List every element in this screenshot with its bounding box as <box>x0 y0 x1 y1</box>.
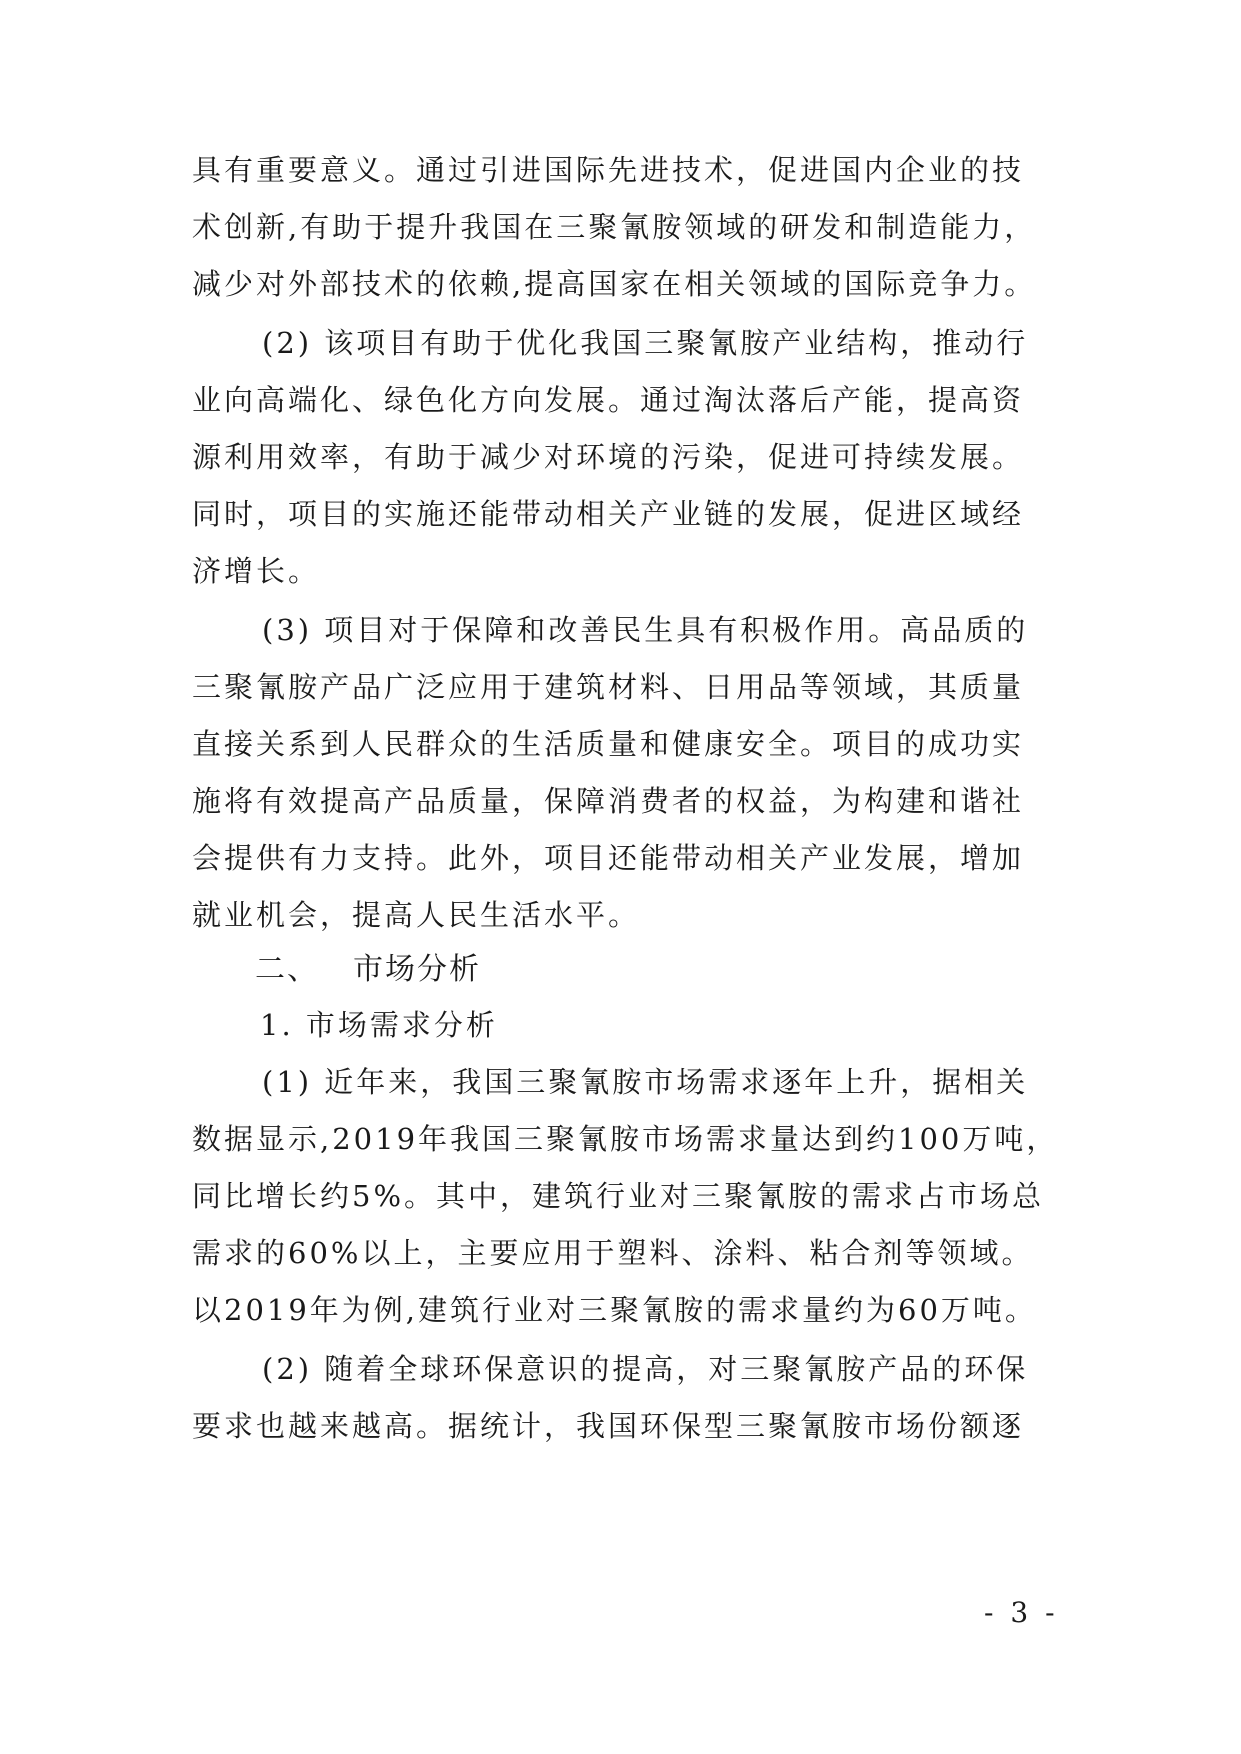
body-text-line: 就业机会，提高人民生活水平。 <box>192 898 641 932</box>
body-text-line: 三聚氰胺产品广泛应用于建筑材料、日用品等领域，其质量 <box>192 670 1025 704</box>
page-number: - 3 - <box>984 1596 1059 1629</box>
body-text-line: 源利用效率，有助于减少对环境的污染，促进可持续发展。 <box>192 440 1025 474</box>
section-number: 二、 <box>255 952 319 987</box>
paragraph-start-line: (2) 该项目有助于优化我国三聚氰胺产业结构，推动行 <box>262 326 1029 360</box>
body-text-line: 济增长。 <box>192 554 321 588</box>
body-text-line: 施将有效提高产品质量，保障消费者的权益，为构建和谐社 <box>192 784 1025 818</box>
body-text-line: 具有重要意义。通过引进国际先进技术，促进国内企业的技 <box>192 153 1025 187</box>
paragraph-start-line: (1) 近年来，我国三聚氰胺市场需求逐年上升，据相关 <box>262 1065 1029 1099</box>
body-text-line: 同比增长约5%。其中，建筑行业对三聚氰胺的需求占市场总 <box>192 1179 1045 1213</box>
body-text-line: 同时，项目的实施还能带动相关产业链的发展，促进区域经 <box>192 497 1025 531</box>
paragraph-start-line: (3) 项目对于保障和改善民生具有积极作用。高品质的 <box>262 613 1029 647</box>
section-title: 市场分析 <box>353 952 481 987</box>
body-text-line: 需求的60%以上，主要应用于塑料、涂料、粘合剂等领域。 <box>192 1236 1034 1270</box>
body-text-line: 直接关系到人民群众的生活质量和健康安全。项目的成功实 <box>192 727 1025 761</box>
body-text-line: 术创新,有助于提升我国在三聚氰胺领域的研发和制造能力， <box>192 210 1037 244</box>
paragraph-start-line: (2) 随着全球环保意识的提高，对三聚氰胺产品的环保 <box>262 1352 1029 1386</box>
body-text-line: 要求也越来越高。据统计，我国环保型三聚氰胺市场份额逐 <box>192 1409 1025 1443</box>
body-text-line: 会提供有力支持。此外，项目还能带动相关产业发展，增加 <box>192 841 1025 875</box>
subsection-heading: 1. 市场需求分析 <box>260 1008 498 1042</box>
body-text-line: 业向高端化、绿色化方向发展。通过淘汰落后产能，提高资 <box>192 383 1025 417</box>
body-text-line: 以2019年为例,建筑行业对三聚氰胺的需求量约为60万吨。 <box>192 1293 1037 1327</box>
body-text-line: 减少对外部技术的依赖,提高国家在相关领域的国际竞争力。 <box>192 267 1037 301</box>
body-text-line: 数据显示,2019年我国三聚氰胺市场需求量达到约100万吨， <box>192 1122 1059 1156</box>
section-heading <box>255 950 481 990</box>
